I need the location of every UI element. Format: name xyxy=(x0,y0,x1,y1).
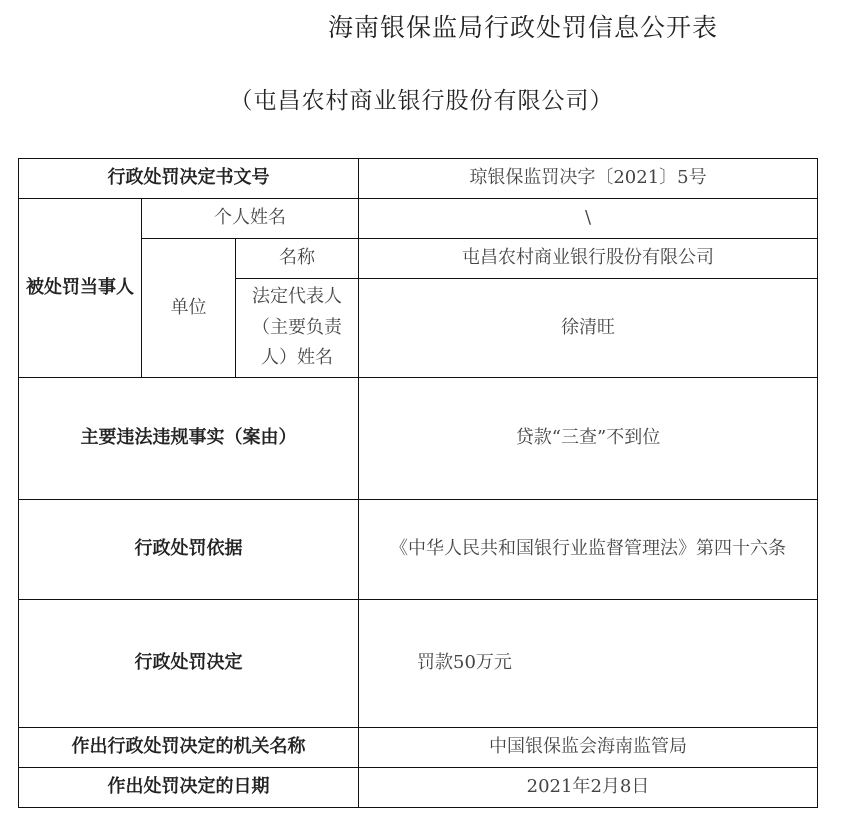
facts-value: 贷款“三查”不到位 xyxy=(359,378,818,500)
date-value: 2021年2月8日 xyxy=(359,768,818,808)
legal-rep-label-line: （主要负责 xyxy=(252,316,342,338)
page-subtitle: （屯昌农村商业银行股份有限公司） xyxy=(229,88,614,114)
doc-number-value: 琼银保监罚决字〔2021〕5号 xyxy=(359,159,818,199)
legal-rep-label-line: 法定代表人 xyxy=(252,286,342,308)
unit-name-label: 名称 xyxy=(236,239,359,279)
doc-number-label: 行政处罚决定书文号 xyxy=(19,159,359,199)
individual-name-label: 个人姓名 xyxy=(142,199,359,239)
table-row xyxy=(19,728,818,768)
table-row xyxy=(19,768,818,808)
authority-value: 中国银保监会海南监管局 xyxy=(359,728,818,768)
table-row xyxy=(19,500,818,600)
table-row xyxy=(19,378,818,500)
table-row xyxy=(19,600,818,728)
table-row xyxy=(19,199,818,239)
date-label: 作出处罚决定的日期 xyxy=(19,768,359,808)
authority-label: 作出行政处罚决定的机关名称 xyxy=(19,728,359,768)
legal-rep-value: 徐清旺 xyxy=(359,279,818,378)
penalty-info-table xyxy=(18,158,818,808)
table-row xyxy=(19,159,818,199)
party-label: 被处罚当事人 xyxy=(19,199,142,378)
facts-label: 主要违法违规事实（案由） xyxy=(19,378,359,500)
legal-rep-label-line: 人）姓名 xyxy=(261,347,333,369)
basis-value: 《中华人民共和国银行业监督管理法》第四十六条 xyxy=(359,500,818,600)
basis-label: 行政处罚依据 xyxy=(19,500,359,600)
legal-rep-label xyxy=(236,279,359,378)
individual-name-value: \ xyxy=(359,199,818,239)
page-title: 海南银保监局行政处罚信息公开表 xyxy=(327,13,718,42)
unit-label: 单位 xyxy=(142,239,236,378)
decision-value: 罚款50万元 xyxy=(359,600,818,728)
unit-name-value: 屯昌农村商业银行股份有限公司 xyxy=(359,239,818,279)
decision-label: 行政处罚决定 xyxy=(19,600,359,728)
